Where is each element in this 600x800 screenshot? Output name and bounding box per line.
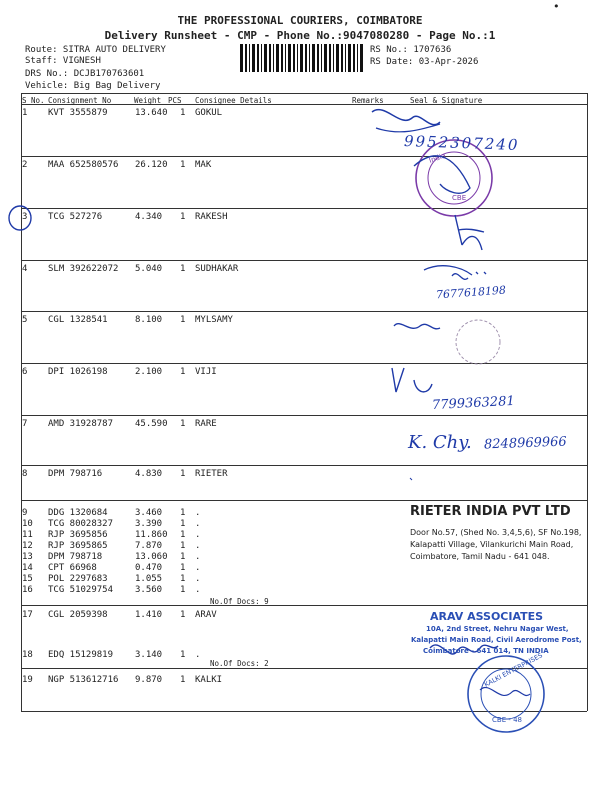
row-sno: 18 bbox=[22, 650, 33, 660]
row-consignee: . bbox=[195, 541, 201, 551]
row-sno: 12 bbox=[22, 541, 33, 551]
row-sno: 9 bbox=[22, 508, 28, 518]
row-consignee: MAK bbox=[195, 160, 212, 170]
row-sno: 19 bbox=[22, 675, 33, 685]
handwritten-name-row7: K. Chy. bbox=[408, 432, 472, 453]
row-sno: 5 bbox=[22, 315, 28, 325]
row-weight: 3.460 bbox=[135, 508, 163, 518]
row-pcs: 1 bbox=[180, 264, 186, 274]
row-sno: 6 bbox=[22, 367, 28, 377]
row-pcs: 1 bbox=[180, 650, 186, 660]
row-pcs: 1 bbox=[180, 367, 186, 377]
row-pcs: 1 bbox=[180, 574, 186, 584]
row-consignment: DPM 798718 bbox=[48, 552, 103, 562]
rieter-stamp-title: RIETER INDIA PVT LTD bbox=[410, 504, 571, 519]
signature-row6 bbox=[392, 368, 432, 392]
row-pcs: 1 bbox=[180, 212, 186, 222]
row-sno: 15 bbox=[22, 574, 33, 584]
circle-mark bbox=[9, 206, 31, 230]
row-consignee: SUDHAKAR bbox=[195, 264, 239, 274]
row-consignment: DDG 1320684 bbox=[48, 508, 108, 518]
row-consignee: KALKI bbox=[195, 675, 223, 685]
rieter-stamp-line3: Coimbatore, Tamil Nadu - 641 048. bbox=[410, 552, 550, 561]
row-weight: 8.100 bbox=[135, 315, 163, 325]
route-label: Route: SITRA AUTO DELIVERY bbox=[25, 45, 166, 55]
row-consignment: DPM 798716 bbox=[48, 469, 103, 479]
row-consignment: MAA 652580576 bbox=[48, 160, 119, 170]
row-consignee: RAKESH bbox=[195, 212, 228, 222]
row-consignment: TCG 527276 bbox=[48, 212, 103, 222]
row-consignment: NGP 513612716 bbox=[48, 675, 119, 685]
row-weight: 45.590 bbox=[135, 419, 168, 429]
row-sno: 3 bbox=[22, 212, 28, 222]
row-weight: 3.140 bbox=[135, 650, 163, 660]
row-consignee: GOKUL bbox=[195, 108, 223, 118]
arav-stamp-line2: Kalapatti Main Road, Civil Aerodrome Post, bbox=[411, 636, 582, 644]
col-seal-signature: Seal & Signature bbox=[410, 96, 483, 105]
signature-row5 bbox=[394, 324, 440, 329]
row-pcs: 1 bbox=[180, 519, 186, 529]
row-pcs: 1 bbox=[180, 469, 186, 479]
row-weight: 7.870 bbox=[135, 541, 163, 551]
row-weight: 4.340 bbox=[135, 212, 163, 222]
col-consignee: Consignee Details bbox=[195, 96, 272, 105]
row-consignee: RIETER bbox=[195, 469, 228, 479]
row-consignee: . bbox=[195, 650, 201, 660]
row-weight: 0.470 bbox=[135, 563, 163, 573]
page-title: THE PROFESSIONAL COURIERS, COIMBATORE bbox=[177, 14, 423, 27]
row-consignee: . bbox=[195, 508, 201, 518]
row-pcs: 1 bbox=[180, 675, 186, 685]
row-pcs: 1 bbox=[180, 610, 186, 620]
row-weight: 26.120 bbox=[135, 160, 168, 170]
vehicle-label: Vehicle: Big Bag Delivery bbox=[25, 81, 161, 91]
row-consignee: . bbox=[195, 519, 201, 529]
row-pcs: 1 bbox=[180, 530, 186, 540]
row-pcs: 1 bbox=[180, 585, 186, 595]
row-sno: 17 bbox=[22, 610, 33, 620]
row-pcs: 1 bbox=[180, 419, 186, 429]
row-consignee: MYLSAMY bbox=[195, 315, 233, 325]
row-weight: 1.410 bbox=[135, 610, 163, 620]
row-sno: 14 bbox=[22, 563, 33, 573]
row-pcs: 1 bbox=[180, 108, 186, 118]
arav-stamp-line1: 10A, 2nd Street, Nehru Nagar West, bbox=[426, 625, 569, 633]
row-sno: 4 bbox=[22, 264, 28, 274]
row-pcs: 1 bbox=[180, 541, 186, 551]
row-weight: 5.040 bbox=[135, 264, 163, 274]
rieter-stamp-line2: Kalapatti Village, Vilankurichi Main Road, bbox=[410, 540, 574, 549]
kalki-stamp-bottom: CBE - 48 bbox=[492, 716, 522, 724]
row-sno: 11 bbox=[22, 530, 33, 540]
row-consignment: RJP 3695856 bbox=[48, 530, 108, 540]
row-weight: 3.390 bbox=[135, 519, 163, 529]
row-pcs: 1 bbox=[180, 552, 186, 562]
row-sno: 7 bbox=[22, 419, 28, 429]
row-weight: 11.860 bbox=[135, 530, 168, 540]
drs-label: DRS No.: DCJB170763601 bbox=[25, 69, 145, 79]
arav-docs-count: No.Of Docs: 2 bbox=[210, 659, 269, 668]
row-weight: 4.830 bbox=[135, 469, 163, 479]
signature-row4 bbox=[424, 266, 486, 280]
rs-number: RS No.: 1707636 bbox=[370, 45, 452, 55]
row-pcs: 1 bbox=[180, 508, 186, 518]
row-consignee: RARE bbox=[195, 419, 217, 429]
svg-text:India: India bbox=[427, 151, 447, 165]
row-consignment: DPI 1026198 bbox=[48, 367, 108, 377]
row-consignee: VIJI bbox=[195, 367, 217, 377]
row-sno: 10 bbox=[22, 519, 33, 529]
rs-date: RS Date: 03-Apr-2026 bbox=[370, 57, 479, 67]
corner-mark: • bbox=[553, 0, 560, 13]
row-consignee: . bbox=[195, 530, 201, 540]
svg-text:CBE: CBE bbox=[452, 194, 467, 202]
handwritten-phone-row7: 8248969966 bbox=[483, 434, 567, 453]
col-consignment: Consignment No bbox=[48, 96, 112, 105]
runsheet-subtitle: Delivery Runsheet - CMP - Phone No.:9047080280 - Page No.:1 bbox=[104, 29, 496, 42]
row-consignment: KVT 3555879 bbox=[48, 108, 108, 118]
handwritten-phone-row6: 7799363281 bbox=[431, 393, 516, 414]
rieter-docs-count: No.Of Docs: 9 bbox=[210, 597, 269, 606]
arav-stamp-title: ARAV ASSOCIATES bbox=[430, 610, 544, 623]
row-pcs: 1 bbox=[180, 160, 186, 170]
row-sno: 8 bbox=[22, 469, 28, 479]
row-consignee: . bbox=[195, 585, 201, 595]
row-weight: 13.640 bbox=[135, 108, 168, 118]
col-sno: S No. bbox=[22, 96, 45, 105]
row-pcs: 1 bbox=[180, 563, 186, 573]
row-consignment: AMD 31928787 bbox=[48, 419, 114, 429]
row-consignee: . bbox=[195, 552, 201, 562]
row-sno: 16 bbox=[22, 585, 33, 595]
row-sno: 13 bbox=[22, 552, 33, 562]
row-weight: 13.060 bbox=[135, 552, 168, 562]
row-consignment: EDQ 15129819 bbox=[48, 650, 114, 660]
kalki-stamp-ring-text: KALKI ENTERPRISES bbox=[482, 651, 544, 689]
staff-label: Staff: VIGNESH bbox=[25, 56, 101, 66]
row-weight: 2.100 bbox=[135, 367, 163, 377]
row-consignment: CGL 1328541 bbox=[48, 315, 108, 325]
signature-row1 bbox=[372, 110, 440, 125]
handwritten-phone-row4: 7677618198 bbox=[435, 283, 507, 302]
row-weight: 1.055 bbox=[135, 574, 163, 584]
col-weight: Weight bbox=[134, 96, 162, 105]
row-consignment: POL 2297683 bbox=[48, 574, 108, 584]
row-consignment: TCG 51029754 bbox=[48, 585, 114, 595]
row-consignee: . bbox=[195, 563, 201, 573]
handwritten-phone-row1: 9952307240 bbox=[403, 131, 520, 155]
col-remarks: Remarks bbox=[352, 96, 384, 105]
row-sno: 2 bbox=[22, 160, 28, 170]
row-consignment: TCG 80028327 bbox=[48, 519, 114, 529]
row-pcs: 1 bbox=[180, 315, 186, 325]
row-consignee: . bbox=[195, 574, 201, 584]
row-consignment: CGL 2059398 bbox=[48, 610, 108, 620]
row-weight: 3.560 bbox=[135, 585, 163, 595]
row-consignee: ARAV bbox=[195, 610, 217, 620]
row-consignment: CPT 66968 bbox=[48, 563, 97, 573]
row-sno: 1 bbox=[22, 108, 28, 118]
signature-row3 bbox=[455, 215, 484, 250]
arav-stamp-line3: Coimbatore - 641 014, TN INDIA bbox=[423, 647, 549, 655]
col-pcs: PCS bbox=[168, 96, 182, 105]
row-weight: 9.870 bbox=[135, 675, 163, 685]
row-consignment: SLM 392622072 bbox=[48, 264, 119, 274]
row-consignment: RJP 3695865 bbox=[48, 541, 108, 551]
rieter-stamp-line1: Door No.57, (Shed No. 3,4,5,6), SF No.198, bbox=[410, 528, 582, 537]
